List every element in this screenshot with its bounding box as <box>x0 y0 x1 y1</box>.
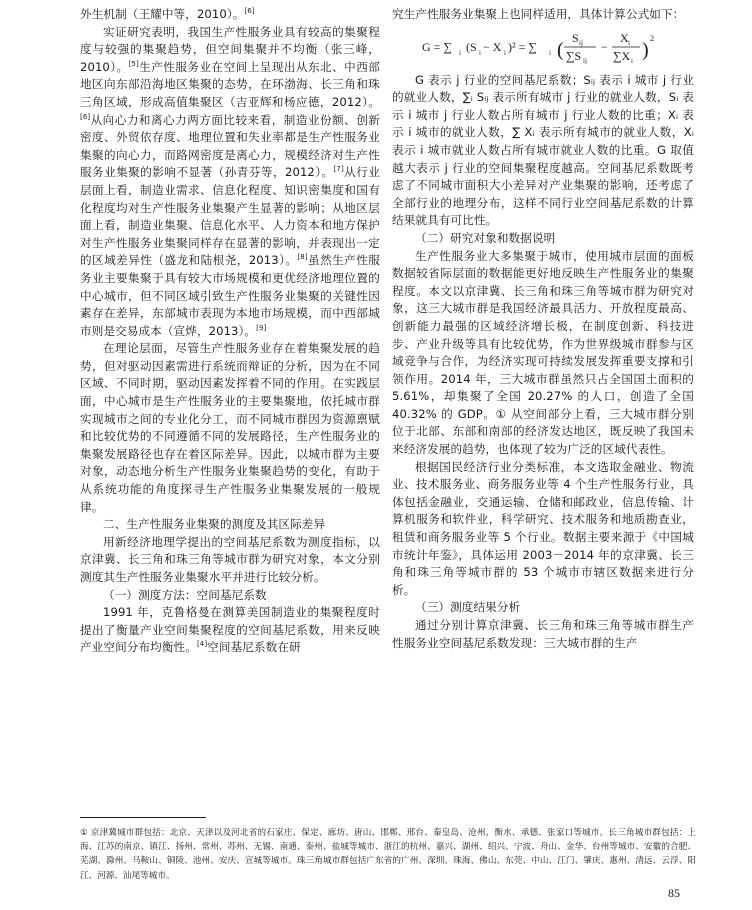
citation-marker: [9] <box>256 323 267 332</box>
citation-marker: [5] <box>128 59 139 68</box>
paragraph: 究生产性服务业集聚上也同样适用，具体计算公式如下： <box>392 7 685 21</box>
frac2-denominator-index: i <box>631 56 633 64</box>
subsection-heading: （三）测度结果分析 <box>415 600 521 615</box>
paragraph: 通过分别计算京津冀、长三角和珠三角等城市群生产性服务业空间基尼系数发现：三大城市群的生产 <box>392 618 694 650</box>
svg-text:): ) <box>642 38 649 61</box>
subsection-heading: （一）测度方法：空间基尼系数 <box>103 587 267 602</box>
frac1-denominator: ∑S <box>566 48 582 63</box>
section-heading: 二、生产性服务业集聚的测度及其区际差异 <box>103 517 326 532</box>
formula-square: 2 <box>650 33 654 43</box>
formula-s: (S <box>466 39 477 54</box>
citation-marker: [6] <box>80 112 91 121</box>
formula-sum-index: i <box>459 48 461 57</box>
paragraph: G 表示 j 行业的空间基尼系数；Sᵢⱼ 表示 i 城市 j 行业的就业人数，∑ᵢ Sᵢⱼ 表示所有城市 j 行业的就业人数，Sᵢ 表示 i 城市 j 行业人数占所有城市 j 行业人数的比重；Xᵢ 表示 i 城市的就业人数，∑ Xᵢ 表示所有城市的就业人数，Xᵢ 表示 i 城市就业人数占所有城市就业人数的比重。G 取值越大表示 j 行业的空间集聚程度越高。空间基尼系数既考虑了不同城市面积大小差异对产业集聚的影响，还考虑了全部行业的地理分布，这样不同行业空间基尼系数的计算结果就具有可比性。 <box>392 72 694 228</box>
paragraph: 在理论层面，尽管生产性服务业存在着集聚发展的趋势，但对驱动因素需进行系统而辩证的分析，因为在不同区域、不同时期，驱动因素发挥着不同的作用。在实践层面，中心城市是生产性服务业的主要集聚地，依托城市群实现城市之间的专业化分工，而不同城市群因为资源禀赋和比较优势的不同遵循不同的发展路径，生产性服务业的集聚发展路径也存在着区际差异。因此，以城市群为主要对象，动态地分析生产性服务业集聚趋势的变化，有助于从系统功能的角度探寻生产性服务业集聚发展的一般规律。 <box>80 341 380 514</box>
paragraph: 1991 年，克鲁格曼在测算美国制造业的集聚程度时提出了衡量产业空间集聚程度的空间基尼系数，用来反映产业空间分布均衡性。[4]空间基尼系数在研 <box>80 605 380 655</box>
footnote-rule <box>80 817 206 818</box>
frac1-numerator-index: ij <box>579 38 583 47</box>
left-column <box>80 6 380 657</box>
frac1-numerator: S <box>572 30 579 45</box>
formula-g: G = ∑ <box>422 39 452 54</box>
right-column <box>392 6 694 652</box>
gini-formula <box>392 30 694 64</box>
frac1-denominator-index: ij <box>583 56 587 64</box>
paragraph: 实证研究表明，我国生产性服务业具有较高的集聚程度与较强的集聚趋势，但空间集聚并不均衡（张三峰，2010）。[5]生产性服务业在空间上呈现出从东北、中西部地区向东部沿海地区集聚的态势，在环渤海、长三角和珠三角区域，形成高值集聚区（吉亚辉和杨应德，2012）。[6]从向心力和离心力两方面比较来看，制造业份额、创新密度、外贸依存度、地理位置和失业率都是生产性服务业集聚的向心力，而路网密度是离心力，规模经济对生产性服务业集聚的影响不显著（孙青芬等，2012）。[7]从行业层面上看，制造业需求、信息化程度、知识密集度和国有化程度均对生产性服务业集聚产生显著的影响；从地区层面上看，制造业集聚、信息化水平、人力资本和地方保护对生产性服务业集聚同样存在显著的影响，并表现出一定的区域差异性（盛龙和陆根尧，2013）。[8]虽然生产性服务业主要集聚于具有较大市场规模和更优经济地理位置的中心城市，但不同区域引致生产性服务业集聚的关键性因素存在差异，东部城市表现为本地市场规模，而中西部城市则是交易成本（宣烨，2013）。[9] <box>80 24 380 338</box>
citation-marker: [8] <box>297 253 308 262</box>
paragraph: 外生机制（王耀中等，2010）。[6] <box>80 7 255 21</box>
paragraph: 生产性服务业大多集聚于城市，使用城市层面的面板数据较省际层面的数据能更好地反映生产性服务业的集聚程度。本文以京津冀、长三角和珠三角等城市群为研究对象，这三大城市群是我国经济最具活力、开放程度最高、创新能力最强的区域经济增长极，在制度创新、科技进步、产业升级等具有比较优势，作为世界级城市群参与区域竞争与合作，为经济实现可持续发展发挥重要支撑和引领作用。2014 年，三大城市群虽然只占全国国土面积的 5.61%，却集聚了全国 20.27% 的人口，创造了全国 40.32% 的 GDP。① 从空间部分上看，三大城市群分别位于北部、东部和南部的经济发达地区，既反映了我国未来经济发展的趋势，也体现了较为广泛的区域代表性。 <box>392 248 694 457</box>
paragraph: 用新经济地理学提出的空间基尼系数为测度指标，以京津冀、长三角和珠三角等城市群为研究对象，本文分别测度其生产性服务业集聚水平并进行比较分析。 <box>80 534 380 584</box>
formula-sum2-index: i <box>549 48 551 57</box>
formula-sum2: )² = ∑ <box>508 39 537 54</box>
citation-marker: [6] <box>244 7 255 16</box>
page-number: 85 <box>668 886 680 900</box>
formula-minus: − <box>601 39 608 54</box>
footnote: ① 京津冀城市群包括：北京、天津以及河北省的石家庄、保定、廊坊、唐山、邯郸、邢台、秦皇岛、沧州、衡水、承德、张家口等城市。长三角城市群包括：上海、江苏的南京、镇江、扬州、常州、苏州、无锡、南通、泰州、盐城等城市、浙江的杭州、嘉兴、湖州、绍兴、宁波、舟山、金华、台州等城市、安徽的合肥、芜湖、滁州、马鞍山、铜陵、池州、安庆、宣城等城市。珠三角城市群包括广东省的广州、深圳、珠海、佛山、东莞、中山、江门、肇庆、惠州、清远、云浮、阳江、河源、汕尾等城市。 <box>80 828 696 881</box>
citation-marker: [4] <box>196 640 208 649</box>
frac2-denominator: ∑X <box>613 48 631 63</box>
svg-text:(: ( <box>557 38 564 61</box>
frac2-numerator: X <box>620 30 629 45</box>
citation-marker: [7] <box>333 165 344 174</box>
subsection-heading: （二）研究对象和数据说明 <box>415 230 556 245</box>
formula-x-index: i <box>504 48 506 57</box>
formula-s-index: i <box>479 48 481 57</box>
formula-x: − X <box>483 39 502 54</box>
frac2-numerator-index: i <box>628 38 630 47</box>
paragraph: 根据国民经济行业分类标准，本文选取金融业、物流业、技术服务业、商务服务业等 4 个生产性服务行业，具体包括金融业，交通运输、仓储和邮政业，信息传输、计算机服务和软件业，科学研究、技术服务和地质勘查业，租赁和商务服务业等 5 个行业。数据主要来源于《中国城市统计年鉴》，具体运用 2003－2014 年的京津冀、长三角和珠三角等城市群的 53 个城市市辖区数据来进行分析。 <box>392 459 694 597</box>
